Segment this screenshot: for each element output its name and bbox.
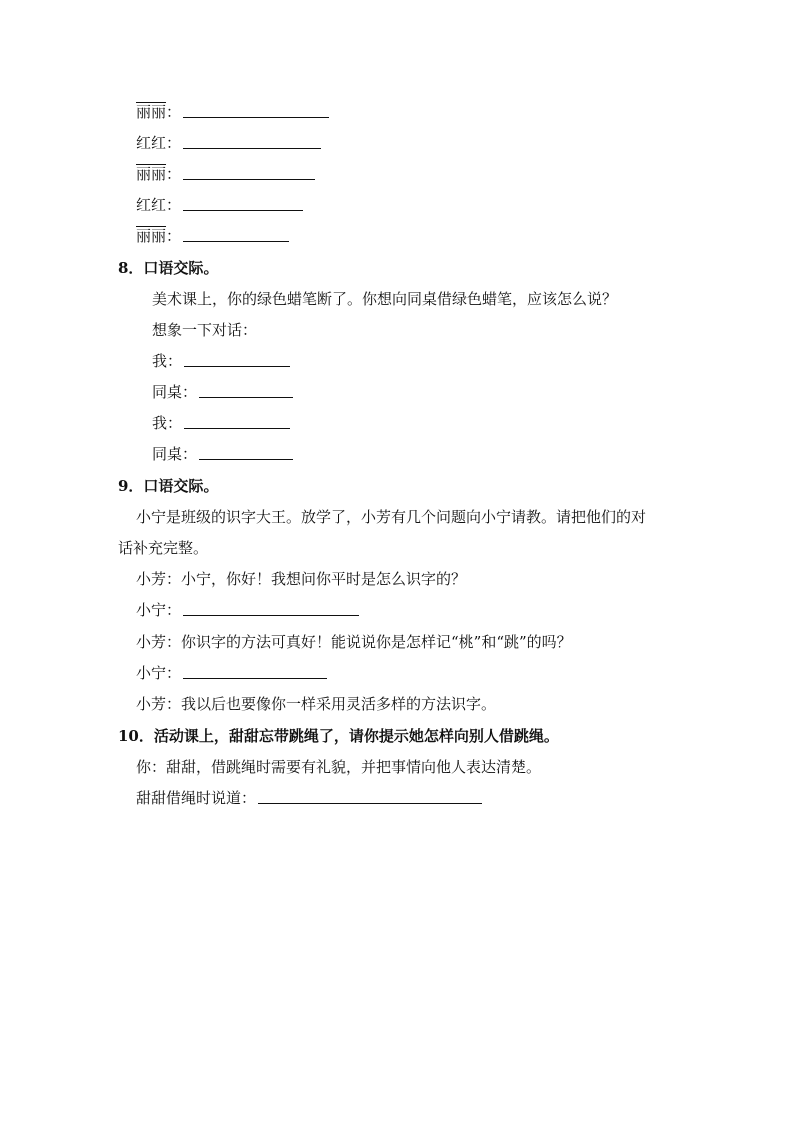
question-9-reply-2 bbox=[136, 663, 327, 683]
speaker-label: 同桌 bbox=[152, 383, 183, 401]
speaker-label: 同桌 bbox=[152, 445, 183, 463]
question-10-hint: 你：甜甜，借跳绳时需要有礼貌，并把事情向他人表达清楚。 bbox=[136, 758, 542, 776]
speaker-label: 小宁： bbox=[136, 601, 182, 619]
speaker-label: 丽丽 bbox=[136, 103, 167, 121]
speaker-label: 丽丽 bbox=[136, 165, 167, 183]
answer-blank[interactable] bbox=[183, 615, 359, 616]
answer-blank[interactable] bbox=[183, 117, 329, 118]
speaker-label: 丽丽 bbox=[136, 227, 167, 245]
dialogue-line-me-1 bbox=[152, 351, 290, 371]
answer-blank[interactable] bbox=[184, 366, 290, 367]
speaker-label: 我 bbox=[152, 414, 168, 432]
dialogue-line-lili-3 bbox=[136, 226, 289, 246]
speaker-label: 红红 bbox=[136, 196, 167, 214]
answer-blank[interactable] bbox=[258, 803, 482, 804]
answer-blank[interactable] bbox=[184, 428, 290, 429]
question-8-prompt: 美术课上，你的绿色蜡笔断了。你想向同桌借绿色蜡笔，应该怎么说？ bbox=[152, 290, 618, 308]
dialogue-line-honghong-2 bbox=[136, 195, 303, 215]
speaker-label: 红红 bbox=[136, 134, 167, 152]
question-9-intro-line-1: 小宁是班级的识字大王。放学了，小芳有几个问题向小宁请教。请把他们的对 bbox=[136, 508, 647, 526]
dialogue-line-honghong-1 bbox=[136, 133, 321, 153]
answer-blank[interactable] bbox=[183, 241, 289, 242]
speaker-separator: ： bbox=[182, 445, 198, 463]
dialogue-line-lili-2 bbox=[136, 164, 315, 184]
answer-blank[interactable] bbox=[183, 179, 315, 180]
speaker-label: 小宁： bbox=[136, 664, 182, 682]
speaker-separator: ： bbox=[166, 103, 182, 121]
answer-blank[interactable] bbox=[183, 210, 303, 211]
speaker-separator: ： bbox=[166, 165, 182, 183]
question-9-dialogue-2: 小芳：你识字的方法可真好！能说说你是怎样记“桃”和“跳”的吗？ bbox=[136, 633, 572, 651]
question-10-title: 10．活动课上，甜甜忘带跳绳了，请你提示她怎样向别人借跳绳。 bbox=[118, 727, 559, 745]
speaker-label: 我 bbox=[152, 352, 168, 370]
dialogue-line-deskmate-1 bbox=[152, 382, 293, 402]
question-10-answer-line bbox=[136, 788, 482, 808]
speaker-separator: ： bbox=[182, 383, 198, 401]
answer-label: 甜甜借绳时说道： bbox=[136, 789, 257, 807]
question-9-title: 9．口语交际。 bbox=[118, 477, 219, 495]
answer-blank[interactable] bbox=[199, 459, 293, 460]
question-8-title: 8．口语交际。 bbox=[118, 259, 219, 277]
answer-blank[interactable] bbox=[199, 397, 293, 398]
question-9-reply-1 bbox=[136, 600, 359, 620]
question-9-dialogue-3: 小芳：我以后也要像你一样采用灵活多样的方法识字。 bbox=[136, 695, 497, 713]
answer-blank[interactable] bbox=[183, 678, 327, 679]
speaker-separator: ： bbox=[167, 414, 183, 432]
question-9-dialogue-1: 小芳：小宁，你好！我想问你平时是怎么识字的？ bbox=[136, 570, 467, 588]
speaker-separator: ： bbox=[167, 352, 183, 370]
question-8-instruction: 想象一下对话： bbox=[152, 321, 258, 339]
question-9-intro-line-2: 话补充完整。 bbox=[118, 539, 209, 557]
speaker-separator: ： bbox=[166, 196, 182, 214]
answer-blank[interactable] bbox=[183, 148, 321, 149]
speaker-separator: ： bbox=[166, 227, 182, 245]
speaker-separator: ： bbox=[166, 134, 182, 152]
dialogue-line-me-2 bbox=[152, 413, 290, 433]
dialogue-line-deskmate-2 bbox=[152, 444, 293, 464]
dialogue-line-lili-1 bbox=[136, 102, 329, 122]
